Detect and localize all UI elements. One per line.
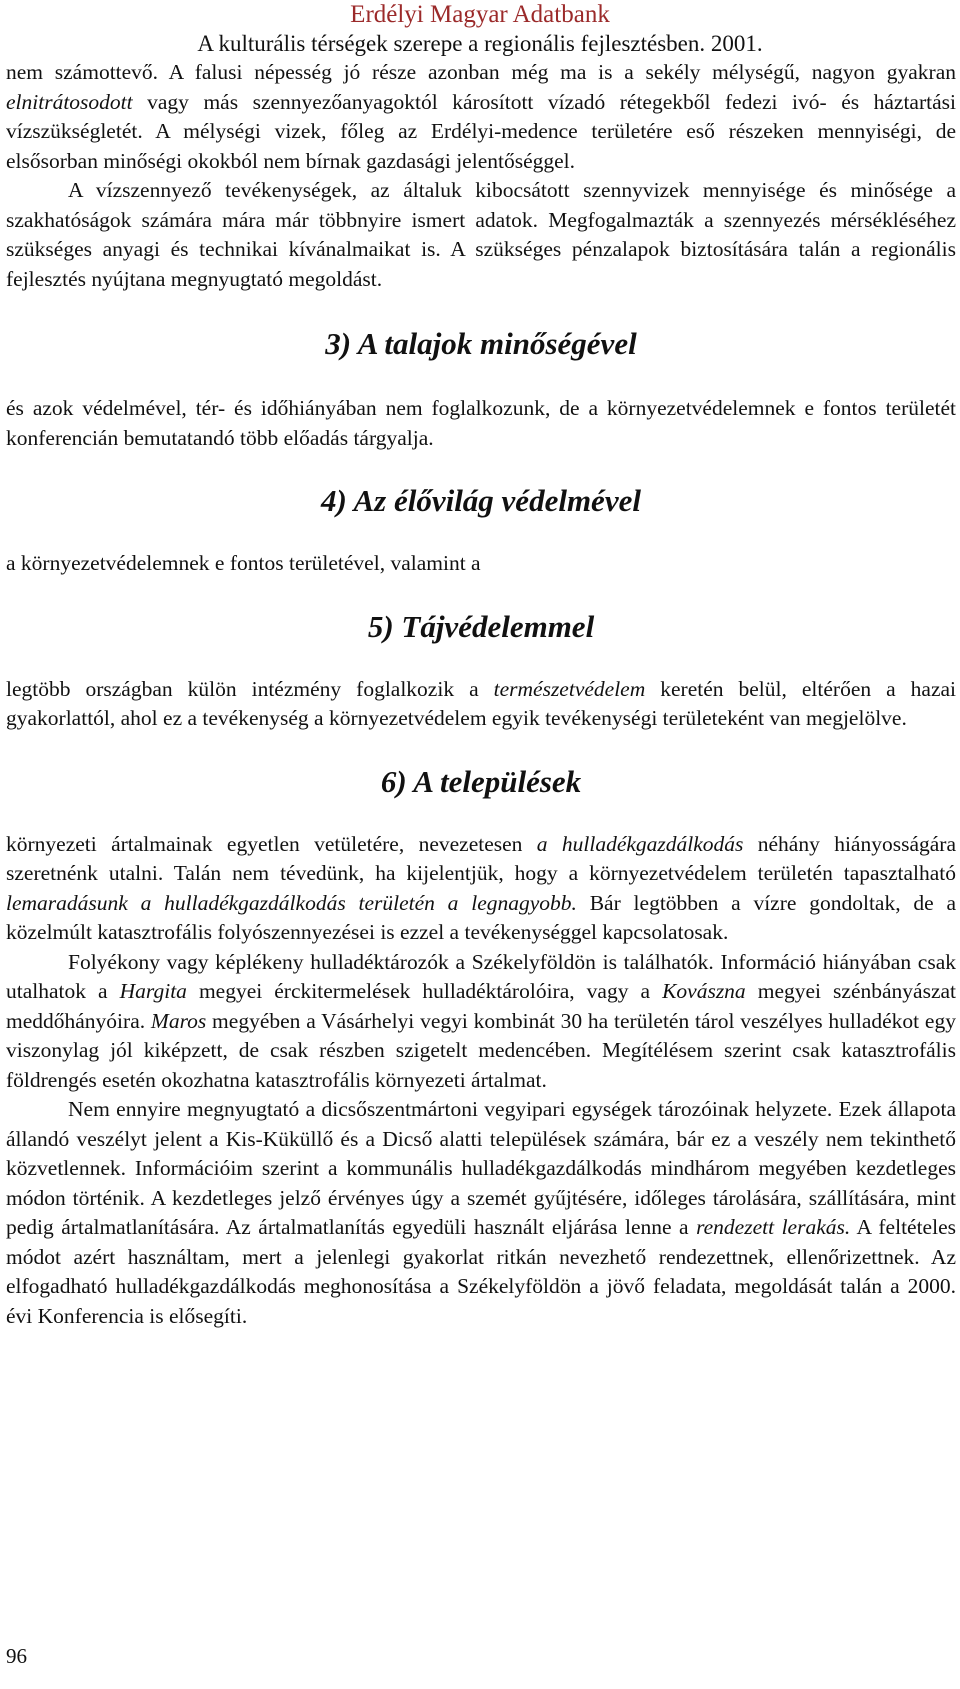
paragraph-soils: és azok védelmével, tér- és időhiányában nem foglalkozunk, de a környezetvédelemnek e fontos területét konferencián bemutatandó több előadás tárgyalja. — [6, 396, 956, 450]
paragraph-waste-management — [6, 830, 956, 948]
paragraph-waste-reservoirs — [6, 948, 956, 1096]
text-run: legtöbb országban külön intézmény foglalkozik a — [6, 676, 494, 701]
section-heading-landscape: 5) Tájvédelemmel — [367, 608, 595, 644]
section-heading-wildlife: 4) Az élővilág védelmével — [321, 483, 641, 518]
paragraph-landscape — [6, 675, 956, 734]
italic-term: a hulladékgazdálkodás — [536, 831, 744, 856]
site-title: Erdélyi Magyar Adatbank — [350, 1, 610, 28]
text-run: keretén belül, eltérően a hazai gyakorlattól, ahol ez a tevékenység a környezetvédelem egyik tevékenységi területeként van megjelölve. — [6, 676, 956, 730]
italic-term: Hargita — [119, 979, 187, 1003]
text-run: megyei szénbányászat meddőhányóira. — [6, 979, 956, 1033]
page-number: 96 — [6, 1644, 27, 1668]
text-run: vagy más szennyezőanyagoktól károsított vízadó rétegekből fedezi ivó- és háztartási vízszükségletét. A mélységi vizek, főleg az Erdélyi-medence területére eső részeken mennyiségi, de elsősorban minőségi okokból nem bírnak gazdasági jelentőséggel. — [6, 89, 956, 173]
italic-term: rendezett lerakás. — [696, 1215, 851, 1239]
document-body — [6, 58, 956, 1331]
text-run: Folyékony vagy képlékeny hulladéktározók a Székelyföldön is találhatók. Információ hiányában csak utalhatok a — [6, 949, 956, 1003]
italic-term: lemaradásunk a hulladékgazdálkodás területén a legnagyobb. — [6, 890, 577, 915]
italic-term: természetvédelem — [493, 676, 646, 701]
text-run: A feltételes módot azért használtam, mert a jelenlegi gyakorlat ritkán nevezhető rendezettnek, ellenőrizettnek. Az elfogadható hulladékgazdálkodás meghonosítása a Székelyföldön a jövő feladata, megoldását talán a 2000. évi Konferencia is elősegíti. — [6, 1215, 956, 1328]
paragraph-wildlife: a környezetvédelemnek e fontos területével, valamint a — [6, 551, 481, 575]
publication-subtitle: A kulturális térségek szerepe a regionális fejlesztésben. 2001. — [197, 31, 763, 56]
text-run: nem számottevő. A falusi népesség jó része azonban még ma is a sekély mélységű, nagyon gyakran — [6, 60, 956, 84]
italic-term: Kovászna — [662, 979, 746, 1003]
section-heading-soils: 3) A talajok minőségével — [325, 326, 637, 361]
text-run: néhány hiányosságára szeretnénk utalni. Talán nem tévedünk, ha kijelentjük, hogy a környezetvédelem területén tapasztalható — [6, 831, 956, 885]
italic-term: elnitrátosodott — [6, 89, 133, 114]
italic-term: Maros — [150, 1008, 207, 1033]
document-header — [0, 0, 960, 58]
section-heading-settlements: 6) A települések — [380, 763, 582, 799]
paragraph-water-supply — [6, 58, 956, 176]
paragraph-chemical-reservoirs — [6, 1095, 956, 1331]
text-run: Bár legtöbben a vízre gondoltak, de a közelmúlt katasztrofális folyószennyezései is ezzel a tevékenységgel kapcsolatosak. — [6, 890, 956, 944]
text-run: megyében a Vásárhelyi vegyi kombinát 30 ha területén tárol veszélyes hulladékot egy viszonylag jól kiképzett, de csak részben szigetelt medencében. Megítélésem szerint csak katasztrofális földrengés esetén okozhatna katasztrofális környezeti ártalmat. — [6, 1008, 956, 1092]
text-run: Nem ennyire megnyugtató a dicsőszentmártoni vegyipari egységek tározóinak helyzete. Ezek állapota állandó veszélyt jelent a Kis-Küküllő és a Dicső alatti települések számára, bár ez a veszély nem tekinthető közvetlennek. Információim szerint a kommunális hulladékgazdálkodás mindhárom megyében kezdetleges módon történik. A kezdetleges jelző érvényes úgy a szemét gyűjtésére, időleges tárolására, szállítására, mint pedig ártalmatlanítására. Az ártalmatlanítás egyedüli használt eljárása lenne a — [6, 1097, 956, 1239]
text-run: megyei érckitermelések hulladéktárolóira, vagy a — [186, 979, 663, 1003]
paragraph-water-pollution: A vízszennyező tevékenységek, az általuk kibocsátott szennyvizek mennyisége és minősége a szakhatóságok számára mára már többnyire ismert adatok. Megfogalmazták a szennyezés mérsékléséhez szükséges anyagi és technikai kívánalmaikat is. A szükséges pénzalapok biztosítására talán a regionális fejlesztés nyújtana megnyugtató megoldást. — [6, 178, 956, 291]
text-run: környezeti ártalmainak egyetlen vetületére, nevezetesen — [6, 831, 537, 856]
